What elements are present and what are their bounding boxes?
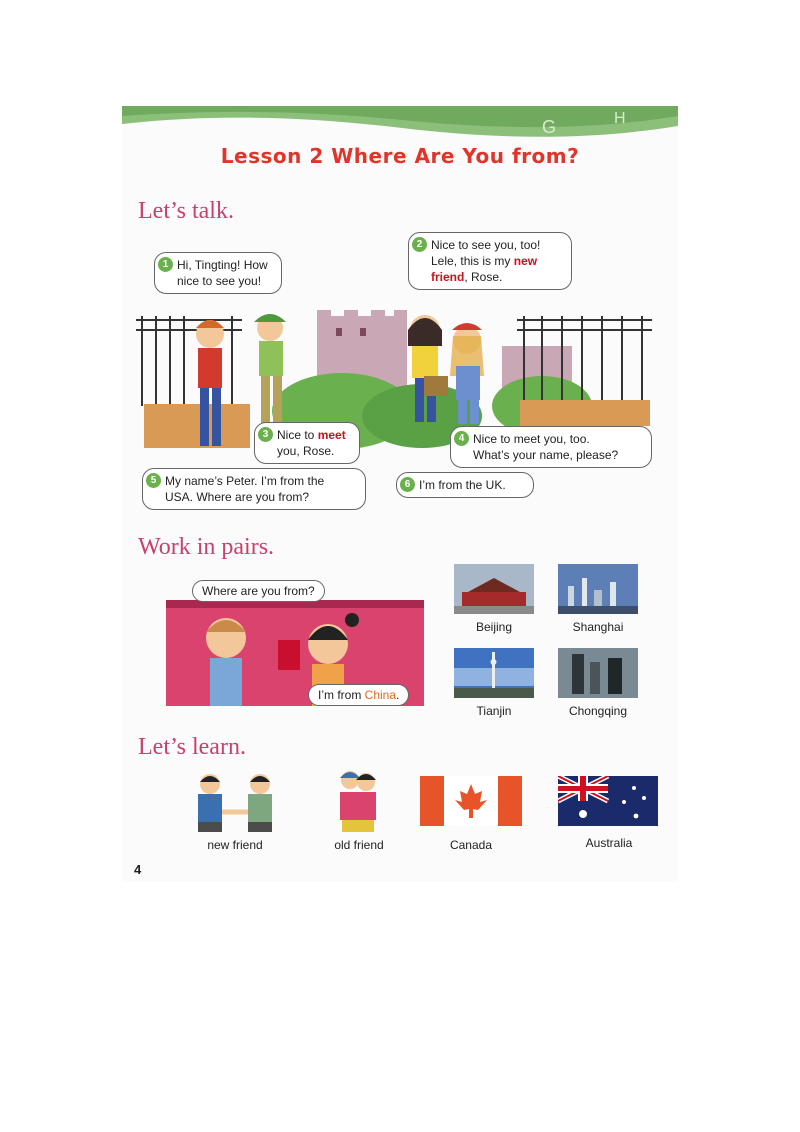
canada-flag [420,776,522,826]
bubble-number-6: 6 [400,477,415,492]
bubble-number-5: 5 [146,473,161,488]
header-banner [122,106,678,138]
lesson-title: Lesson 2 Where Are You from? [220,144,580,168]
pairs-answer-post: . [396,688,400,702]
bubble-3-line-2: you, Rose. [277,444,335,458]
bubble-number-3: 3 [258,427,273,442]
pairs-answer-bubble [308,684,409,706]
photo-tianjin [454,648,534,698]
australia-flag [558,776,658,826]
bubble-5-line-2: USA. Where are you from? [165,490,310,504]
pairs-question-bubble: Where are you from? [192,580,325,602]
bubble-4-line-1-post: you, too. [540,432,590,446]
learn-caption-canada: Canada [449,838,493,852]
city-caption-tianjin: Tianjin [476,704,512,718]
bubble-number-2: 2 [412,237,427,252]
bubble-2-line-1: Nice to see you, too! [431,238,541,252]
old-friend-illustration [334,766,382,834]
bubble-2-line-2: Lele, this is my [431,254,514,268]
banner-letter-g: G [542,117,557,137]
bubble-3-line-1: Nice to [277,428,318,442]
city-caption-beijing: Beijing [475,620,513,634]
talk-bubble-3 [254,422,360,464]
city-caption-chongqing: Chongqing [568,704,628,718]
bubble-number-4: 4 [454,431,469,446]
new-friend-illustration [188,770,284,834]
photo-shanghai [558,564,638,614]
learn-caption-new-friend: new friend [207,838,263,852]
bubble-5-line-1: My name’s Peter. I’m from the [165,474,325,488]
banner-letter-h: H [614,110,626,127]
talk-bubble-5 [142,468,366,510]
learn-caption-old-friend: old friend [334,838,384,852]
bubble-3-highlight-meet: meet [317,428,346,442]
textbook-page [122,106,678,882]
bubble-6-line-1: I’m from the UK. [419,478,506,492]
bubble-2-highlight-friend: friend [431,270,465,284]
talk-bubble-4 [450,426,652,468]
bubble-1-line-1: Hi, Tingting! How [177,258,268,272]
bubble-2-line-3: , Rose. [464,270,503,284]
photo-chongqing [558,648,638,698]
pairs-answer-china: China [364,688,397,702]
talk-bubble-6 [396,472,534,498]
bubble-1-line-2: nice to see you! [177,274,262,288]
section-lets-talk: Let’s talk. [138,198,234,224]
page-number: 4 [134,862,142,877]
city-caption-shanghai: Shanghai [572,620,624,634]
pairs-answer-pre: I’m from [318,688,365,702]
bubble-4-meet: meet [513,432,541,446]
section-work-in-pairs: Work in pairs. [138,534,275,560]
bubble-4-line-1-pre: Nice to [473,432,514,446]
section-lets-learn: Let’s learn. [138,734,246,760]
learn-caption-australia: Australia [585,836,633,850]
talk-bubble-1 [154,252,282,294]
bubble-number-1: 1 [158,257,173,272]
bubble-2-highlight-new: new [513,254,538,268]
bubble-4-line-2: What’s your name, please? [473,448,619,462]
photo-beijing [454,564,534,614]
talk-bubble-2 [408,232,572,290]
